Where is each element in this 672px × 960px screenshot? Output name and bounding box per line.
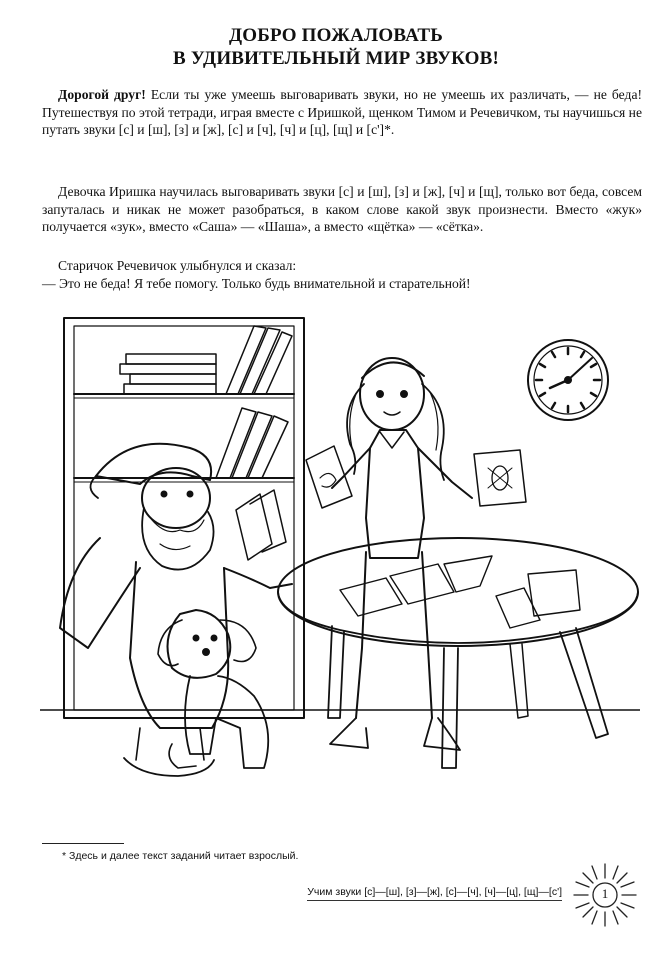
old-man-rechevichok — [60, 444, 292, 776]
bookshelf — [64, 318, 304, 718]
footnote-rule — [42, 843, 124, 844]
title-line-2: В УДИВИТЕЛЬНЫЙ МИР ЗВУКОВ! — [173, 48, 499, 69]
girl-iriska — [306, 358, 526, 750]
story-paragraph-1: Девочка Иришка научилась выговаривать звуки [с] и [ш], [з] и [ж], [ч] и [щ], только вот беда, совсем запуталась и никак не может разобраться, в каком слове какой звук произнести. Вместо «жук» получается «зук», вместо «Саша» — «Шаша», а вместо «щётка» — «сётка». — [42, 184, 642, 235]
story-paragraph-3: — Это не беда! Я тебе помогу. Только будь внимательной и старательной! — [42, 276, 471, 291]
footer-label: Учим звуки [с]—[ш], [з]—[ж], [с]—[ч], [ч]—[ц], [щ]—[с'] — [307, 886, 562, 901]
title-line-1: ДОБРО ПОЖАЛОВАТЬ — [229, 25, 443, 46]
intro-paragraph — [42, 86, 642, 139]
intro-text: Если ты уже умеешь выговаривать звуки, но не умеешь их различать, — не беда! Путешествуя по этой тетради, играя вместе с Иришкой, щенком Тимом и Речевичком, ты научишься не путать звуки [с] и [ш], [з] и [ж], [с] и [ч], [ч] и [ц], [щ] и [с']*. — [42, 87, 643, 138]
intro-lead: Дорогой друг! — [58, 87, 146, 102]
clock — [528, 340, 608, 420]
story-paragraph-2: Старичок Речевичок улыбнулся и сказал: — [58, 258, 297, 273]
page-title — [0, 24, 672, 70]
table — [278, 538, 638, 768]
footnote: * Здесь и далее текст заданий читает взрослый. — [62, 850, 299, 862]
illustration — [40, 298, 640, 818]
puppy-tim — [158, 610, 268, 768]
page-number: 1 — [601, 886, 609, 901]
